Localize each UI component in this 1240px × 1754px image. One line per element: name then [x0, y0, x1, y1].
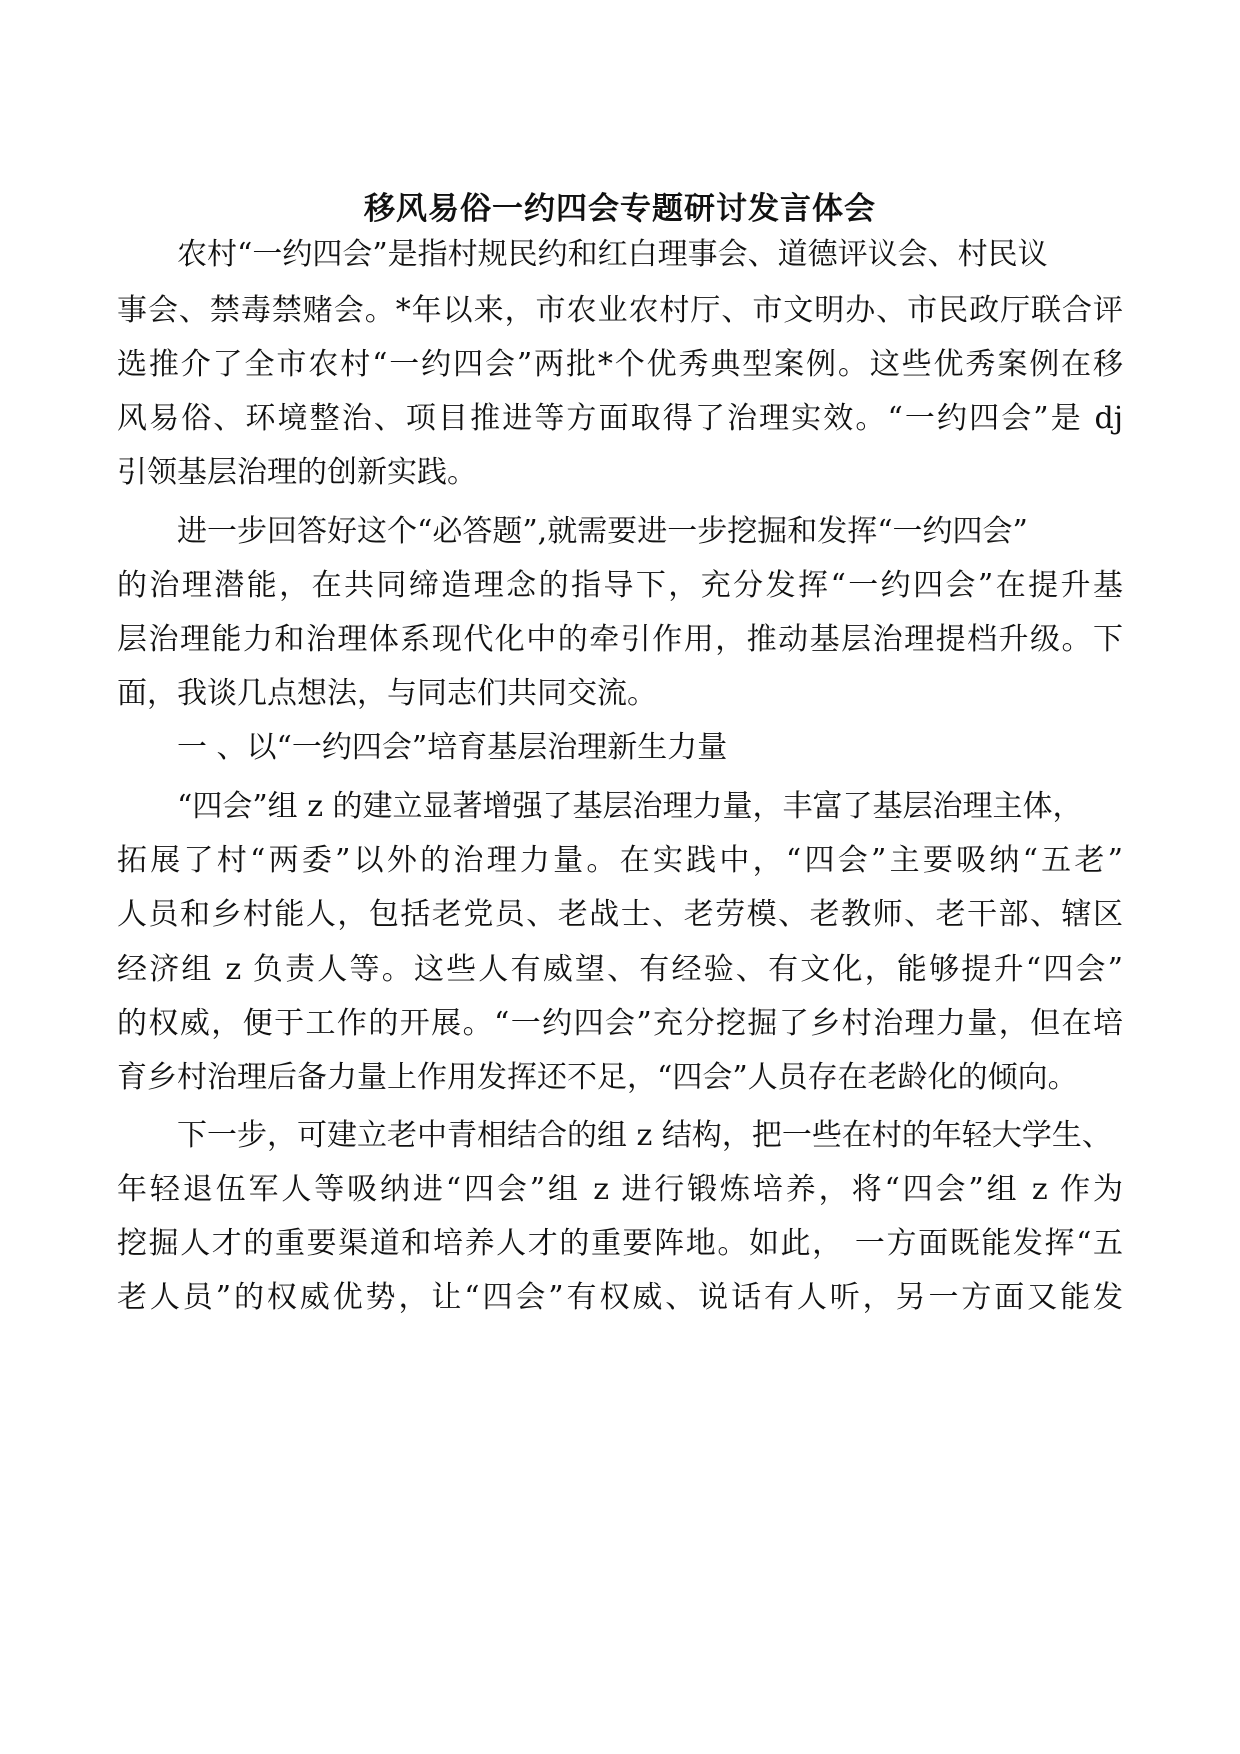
paragraph-line: 老人员”的权威优势，让“四会”有权威、说话有人听，另一方面又能发 — [117, 1280, 1123, 1315]
paragraph-line: 风易俗、环境整治、项目推进等方面取得了治理实效。“一约四会”是 dj — [117, 401, 1123, 436]
paragraph-line: 进一步回答好这个“必答题”,就需要进一步挖掘和发挥“一约四会” — [177, 514, 1028, 549]
paragraph-line: 引领基层治理的创新实践。 — [117, 455, 477, 490]
paragraph-line: 人员和乡村能人，包括老党员、老战士、老劳模、老教师、老干部、辖区 — [117, 897, 1123, 932]
paragraph-line: 下一步，可建立老中青相结合的组 z 结构，把一些在村的年轻大学生、 — [177, 1118, 1112, 1153]
paragraph-line: “四会”组 z 的建立显著增强了基层治理力量，丰富了基层治理主体， — [177, 789, 1083, 824]
document-title: 移风易俗一约四会专题研讨发言体会 — [364, 191, 876, 227]
paragraph-line: 拓展了村“两委”以外的治理力量。在实践中，“四会”主要吸纳“五老” — [117, 843, 1123, 878]
paragraph-line: 年轻退伍军人等吸纳进“四会”组 z 进行锻炼培养，将“四会”组 z 作为 — [117, 1172, 1123, 1207]
paragraph-line: 经济组 z 负责人等。这些人有威望、有经验、有文化，能够提升“四会” — [117, 952, 1123, 987]
paragraph-line: 选推介了全市农村“一约四会”两批*个优秀典型案例。这些优秀案例在移 — [117, 347, 1123, 382]
paragraph-line: 事会、禁毒禁赌会。*年以来，市农业农村厅、市文明办、市民政厅联合评 — [117, 293, 1123, 328]
paragraph-line: 的权威，便于工作的开展。“一约四会”充分挖掘了乡村治理力量，但在培 — [117, 1006, 1123, 1041]
paragraph-line: 面，我谈几点想法，与同志们共同交流。 — [117, 676, 657, 711]
paragraph-line: 的治理潜能，在共同缔造理念的指导下，充分发挥“一约四会”在提升基 — [117, 568, 1123, 603]
paragraph-line: 层治理能力和治理体系现代化中的牵引作用，推动基层治理提档升级。下 — [117, 622, 1123, 657]
paragraph-line: 育乡村治理后备力量上作用发挥还不足，“四会”人员存在老龄化的倾向。 — [117, 1060, 1078, 1095]
paragraph-line: 农村“一约四会”是指村规民约和红白理事会、道德评议会、村民议 — [177, 237, 1048, 272]
paragraph-line: 挖掘人才的重要渠道和培养人才的重要阵地。如此， 一方面既能发挥“五 — [117, 1226, 1123, 1261]
section-heading: 一 、以“一约四会”培育基层治理新生力量 — [177, 730, 728, 765]
